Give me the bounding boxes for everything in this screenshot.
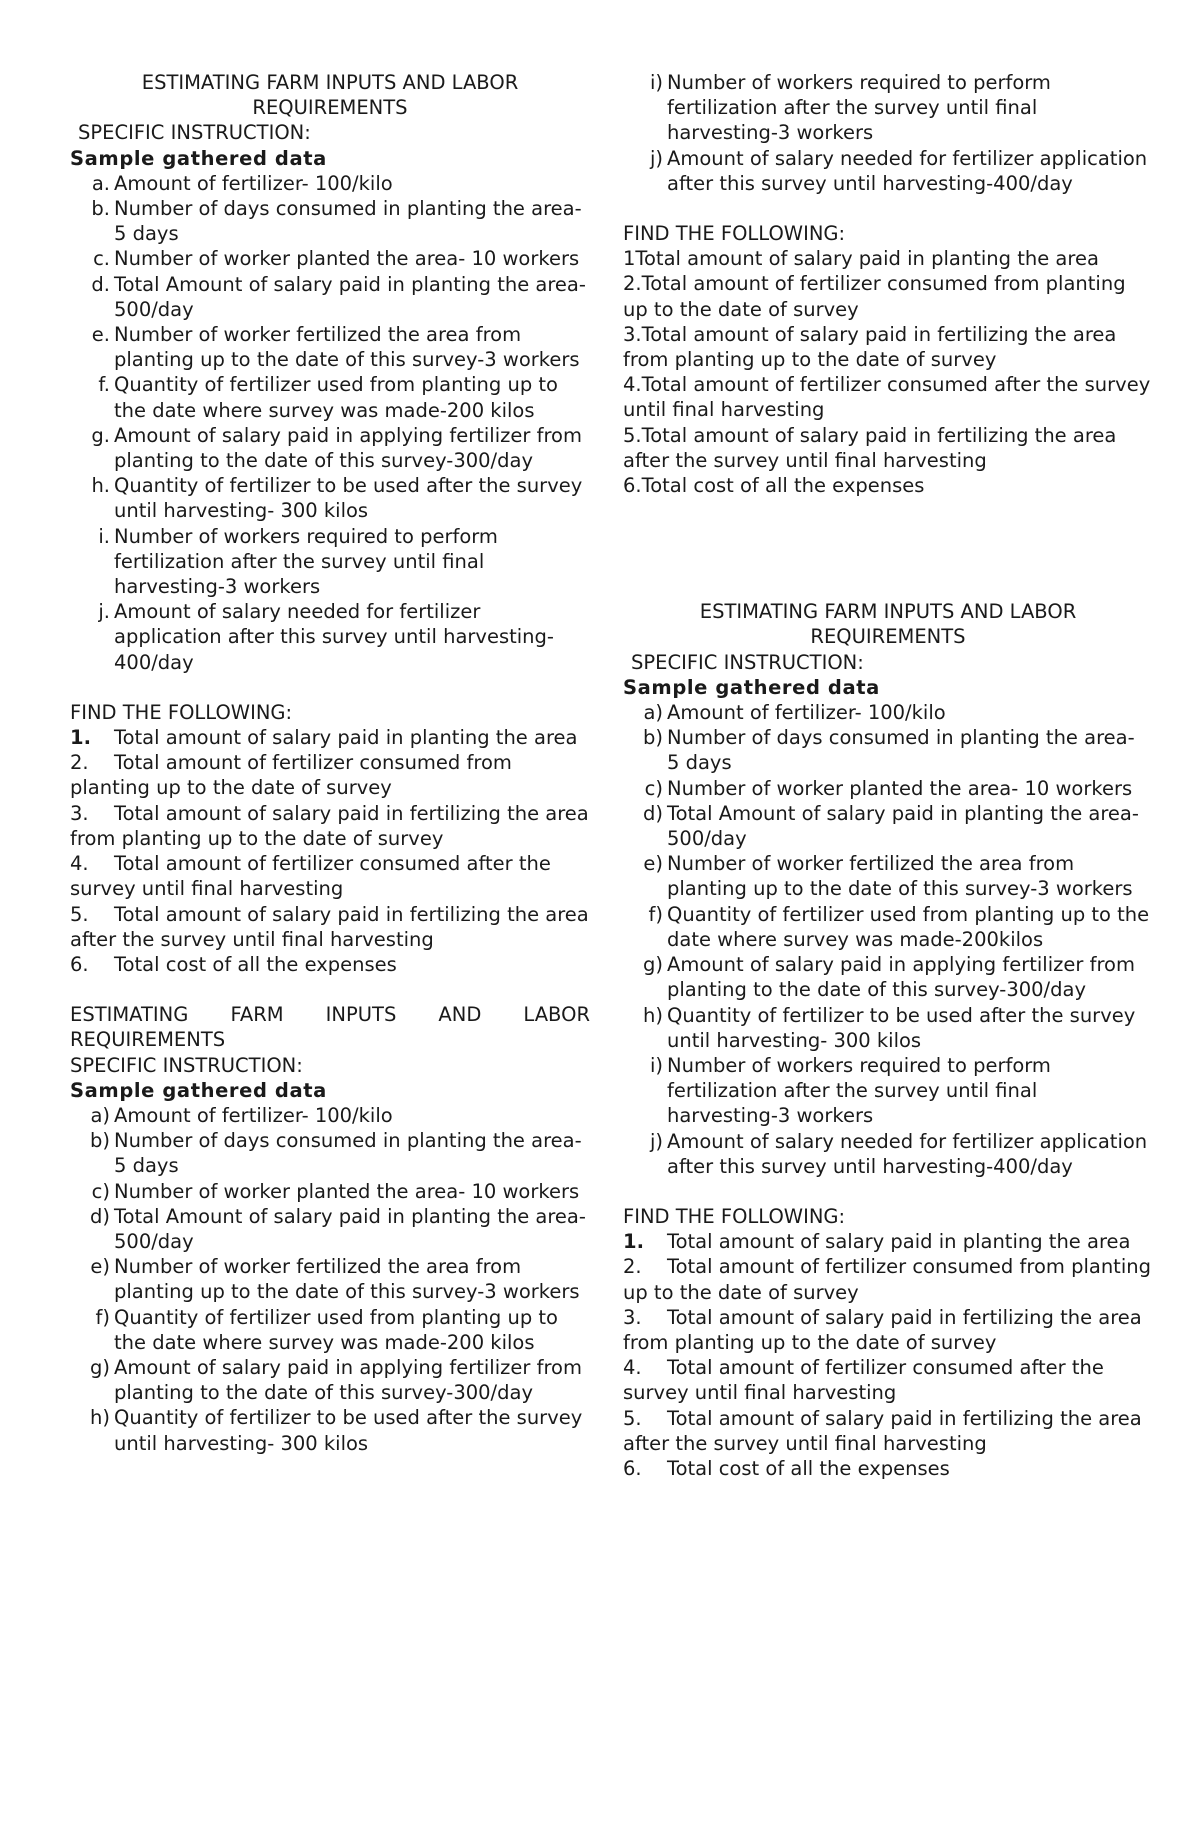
worksheet-block-4: [623, 599, 1153, 1481]
list-item: 4. Total amount of fertilizer consumed after the survey until final harvesting: [623, 1356, 1104, 1405]
list-item: j. Amount of salary needed for fertilizer application after this survey until harvesting-400/day: [98, 600, 554, 674]
list-item: h) Quantity of fertilizer to be used after the survey until harvesting- 300 kilos: [90, 1406, 583, 1455]
find-following-heading: FIND THE FOLLOWING:: [623, 222, 846, 246]
list-item: 1. Total amount of salary paid in planting the area: [70, 726, 578, 750]
sample-data-list: [70, 1103, 590, 1456]
list-item: 4. Total amount of fertilizer consumed after the survey until final harvesting: [70, 852, 551, 901]
list-item: f) Quantity of fertilizer used from planting up to the date where survey was made-200kilos: [648, 902, 1150, 951]
list-item: e. Number of worker fertilized the area from planting up to the date of this survey-3 workers: [91, 323, 580, 372]
list-item: b) Number of days consumed in planting the area- 5 days: [90, 1129, 582, 1178]
list-item: 6.Total cost of all the expenses: [623, 474, 925, 498]
list-item: f) Quantity of fertilizer used from planting up to the date where survey was made-200 kilos: [95, 1305, 558, 1354]
sample-gathered-heading: Sample gathered data: [70, 1078, 327, 1102]
list-item: 6. Total cost of all the expenses: [70, 952, 397, 976]
find-list: [623, 246, 1153, 498]
title-line-2: REQUIREMENTS: [252, 96, 408, 120]
sample-data-list: [70, 171, 590, 675]
list-item: g. Amount of salary paid in applying fertilizer from planting to the date of this survey-300/day: [91, 423, 582, 473]
specific-instruction-heading: SPECIFIC INSTRUCTION:: [631, 650, 864, 674]
list-item: e) Number of worker fertilized the area from planting up to the date of this survey-3 workers: [90, 1255, 580, 1304]
list-item: 1Total amount of salary paid in planting the area: [623, 247, 1099, 271]
list-item: d. Total Amount of salary paid in planting the area-500/day: [91, 272, 586, 321]
list-item: d) Total Amount of salary paid in planting the area-500/day: [643, 801, 1139, 851]
list-item: i) Number of workers required to perform fertilization after the survey until final harvesting-3 workers: [649, 1053, 1051, 1128]
sample-data-list: [623, 70, 1153, 196]
list-item: f. Quantity of fertilizer used from planting up to the date where survey was made-200 kilos: [98, 373, 558, 422]
list-item: 5.Total amount of salary paid in fertilizing the area after the survey until final harvesting: [623, 423, 1117, 472]
list-item: 3.Total amount of salary paid in fertilizing the area from planting up to the date of survey: [623, 322, 1117, 372]
title-line-2: REQUIREMENTS: [810, 625, 966, 649]
specific-instruction-heading: SPECIFIC INSTRUCTION:: [78, 121, 311, 145]
list-item: c) Number of worker planted the area- 10 workers: [91, 1179, 580, 1203]
title-line-2: REQUIREMENTS: [70, 1028, 226, 1052]
sample-gathered-heading: Sample gathered data: [70, 146, 327, 170]
block-title: [70, 70, 590, 120]
block-title: [623, 599, 1153, 649]
list-item: a) Amount of fertilizer- 100/kilo: [643, 701, 946, 725]
list-item: d) Total Amount of salary paid in planting the area-500/day: [90, 1204, 586, 1253]
worksheet-block-continuation: [623, 70, 1153, 498]
list-item: a) Amount of fertilizer- 100/kilo: [90, 1103, 393, 1127]
list-item: b. Number of days consumed in planting the area- 5 days: [91, 197, 582, 246]
list-item: j) Amount of salary needed for fertilizer application after this survey until harvesting-400/day: [649, 146, 1148, 195]
list-item: i) Number of workers required to perform fertilization after the survey until final harvesting-3 workers: [649, 71, 1051, 145]
list-item: 1. Total amount of salary paid in planting the area: [623, 1230, 1131, 1254]
list-item: 3. Total amount of salary paid in fertilizing the area from planting up to the date of survey: [623, 1305, 1142, 1354]
worksheet-block-2: [70, 1002, 590, 1456]
list-item: 5. Total amount of salary paid in fertilizing the area after the survey until final harvesting: [70, 902, 589, 951]
list-item: 3. Total amount of salary paid in fertilizing the area from planting up to the date of survey: [70, 801, 589, 850]
find-following-heading: FIND THE FOLLOWING:: [70, 700, 293, 724]
find-list: [70, 725, 590, 977]
worksheet-block-1: [70, 70, 590, 977]
sample-data-list: [623, 700, 1153, 1179]
right-column: [623, 70, 1153, 1481]
list-item: a. Amount of fertilizer- 100/kilo: [91, 171, 393, 195]
list-item: h. Quantity of fertilizer to be used after the survey until harvesting- 300 kilos: [91, 474, 583, 523]
find-list: [623, 1229, 1153, 1481]
list-item: g) Amount of salary paid in applying fertilizer from planting to the date of this survey-300/day: [643, 953, 1135, 1002]
specific-instruction-heading: SPECIFIC INSTRUCTION:: [70, 1053, 303, 1077]
title-line-1: ESTIMATING FARM INPUTS AND LABOR: [699, 600, 1077, 624]
list-item: 5. Total amount of salary paid in fertilizing the area after the survey until final harvesting: [623, 1406, 1142, 1455]
list-item: 6. Total cost of all the expenses: [623, 1456, 950, 1480]
list-item: c. Number of worker planted the area- 10 workers: [93, 247, 580, 271]
list-item: c) Number of worker planted the area- 10 workers: [644, 776, 1133, 800]
title-line-1: ESTIMATING FARM INPUTS AND LABOR: [70, 1003, 590, 1027]
list-item: 2.Total amount of fertilizer consumed from planting up to the date of survey: [623, 272, 1126, 321]
list-item: g) Amount of salary paid in applying fertilizer from planting to the date of this survey-300/day: [90, 1355, 582, 1405]
list-item: 2. Total amount of fertilizer consumed from planting up to the date of survey: [623, 1255, 1151, 1304]
list-item: j) Amount of salary needed for fertilizer application after this survey until harvesting-400/day: [649, 1129, 1148, 1178]
list-item: 4.Total amount of fertilizer consumed after the survey until final harvesting: [623, 373, 1151, 422]
list-item: h) Quantity of fertilizer to be used after the survey until harvesting- 300 kilos: [643, 1003, 1136, 1052]
block-title: [70, 1002, 590, 1052]
left-column: [70, 70, 590, 1456]
find-following-heading: FIND THE FOLLOWING:: [623, 1204, 846, 1228]
title-line-1: ESTIMATING FARM INPUTS AND LABOR: [141, 71, 519, 94]
list-item: e) Number of worker fertilized the area from planting up to the date of this survey-3 workers: [643, 852, 1133, 901]
sample-gathered-heading: Sample gathered data: [623, 675, 880, 699]
list-item: b) Number of days consumed in planting the area- 5 days: [643, 726, 1135, 775]
list-item: 2. Total amount of fertilizer consumed from planting up to the date of survey: [70, 751, 512, 800]
list-item: i. Number of workers required to perform fertilization after the survey until final harvesting-3 workers: [98, 524, 498, 599]
